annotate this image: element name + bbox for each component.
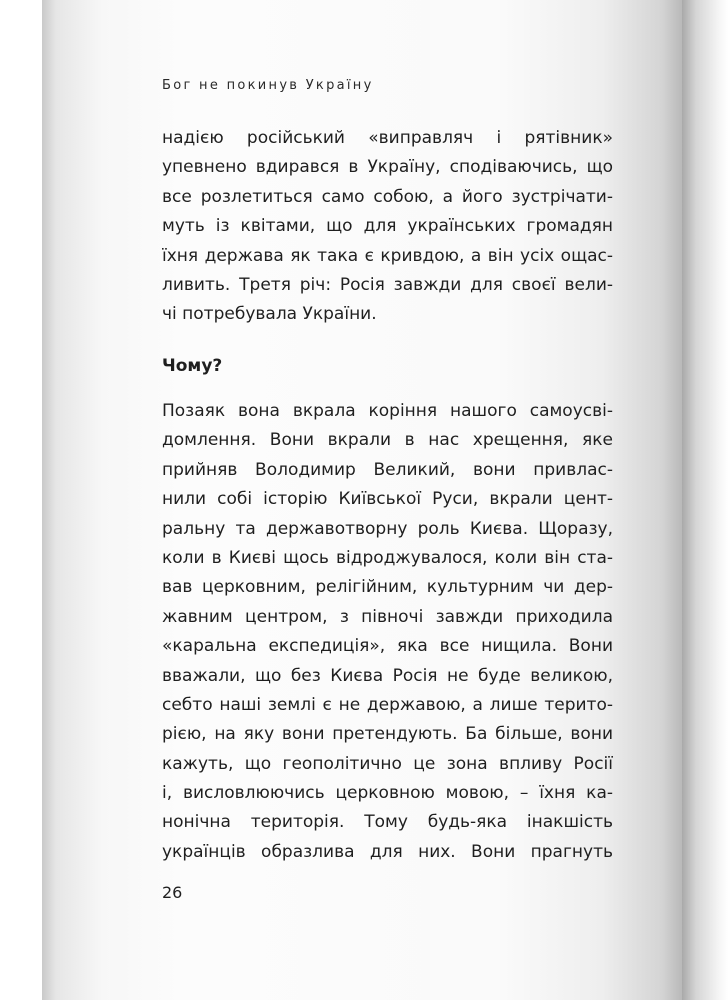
text-line: і, висловлюючись церковною мовою, – їхня ка- (162, 783, 613, 804)
text-line: чі потребувала України. (162, 304, 377, 325)
text-line: домлення. Вони вкрали в нас хрещення, яке (162, 430, 613, 451)
text-line: упевнено вдирався в Україну, сподіваючись, що (162, 157, 613, 178)
text-line: вав церковним, релігійним, культурним чи дер- (162, 577, 613, 598)
page-edge-shadow (682, 0, 728, 1000)
text-line: «каральна експедиція», яка все нищила. Вони (162, 636, 613, 657)
text-line: їхня держава як така є кривдою, а він усіх ощас- (162, 245, 613, 266)
text-line: ральну та державотворну роль Києва. Щоразу, (162, 518, 613, 539)
text-line: ливить. Третя річ: Росія завжди для своєї вели- (162, 274, 613, 295)
text-line: українців образлива для них. Вони прагнуть (162, 841, 613, 862)
text-line: нили собі історію Київської Руси, вкрали цент- (162, 489, 613, 510)
text-line: вважали, що без Києва Росія не буде великою, (162, 665, 613, 686)
text-line: кажуть, що геополітично це зона впливу Росії (162, 753, 613, 774)
text-line: себто наші землі є не державою, а лише терито- (162, 694, 613, 715)
page-number: 26 (162, 883, 183, 902)
text-line: муть із квітами, що для українських громадян (162, 216, 613, 237)
text-line: прийняв Володимир Великий, вони привлас- (162, 459, 613, 480)
paragraph-1 (162, 124, 613, 330)
text-line: коли в Києві щось відроджувалося, коли він ста- (162, 547, 613, 568)
paragraph-2 (162, 397, 613, 867)
text-line: Позаяк вона вкрала коріння нашого самоусві- (162, 401, 613, 421)
running-head: Бог не покинув Україну (162, 78, 374, 93)
text-line: жавним центром, з півночі завжди приходила (162, 606, 613, 627)
text-line: рією, на яку вони претендують. Ба більше, вони (162, 724, 613, 745)
text-line: надією російський «виправляч і рятівник» (162, 128, 613, 148)
text-line: нонічна територія. Тому будь-яка інакшість (162, 812, 613, 833)
text-line: все розлетиться само собою, а його зустрічати- (162, 186, 613, 207)
section-subheading: Чому? (162, 356, 223, 376)
